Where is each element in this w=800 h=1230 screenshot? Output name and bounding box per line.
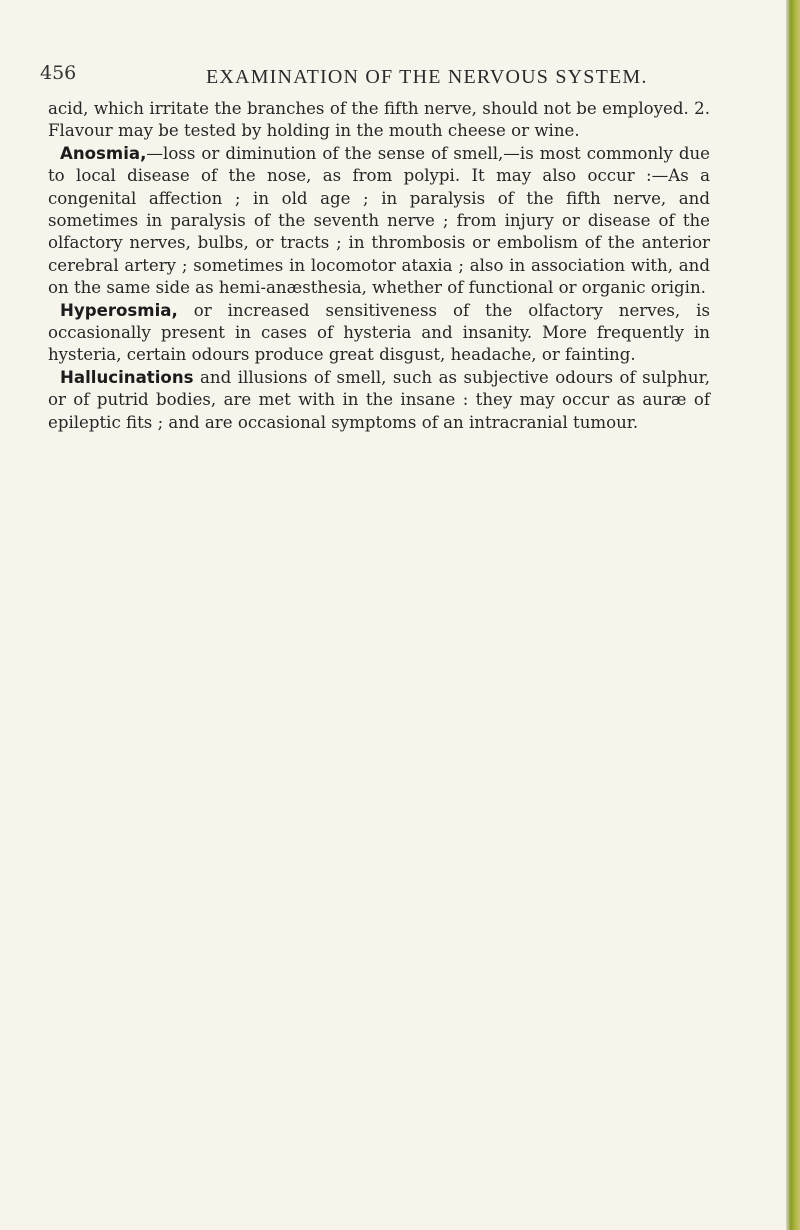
paragraph-hyperosmia [48, 300, 710, 367]
paragraph-hyperosmia-text: or increased sensitiveness of the olfactory nerves, is occasionally present in cases of hysteria and insanity. More frequently in hysteria, certain odours produce great disgust, headache, or fainting. [48, 300, 710, 365]
paragraph-anosmia-text: —loss or diminution of the sense of smell,—is most commonly due to local disease of the nose, as from polypi. It may also occur :—As a congenital affection ; in old age ; in paralysis of the fifth nerve, and sometimes in paralysis of the seventh nerve ; from injury or disease of the olfactory nerves, bulbs, or tracts ; in thrombosis or embolism of the anterior cerebral artery ; sometimes in locomotor ataxia ; also in association with, and on the same side as hemi-anæsthesia, whether of functional or organic origin. [48, 143, 710, 298]
term-anosmia: Anosmia, [60, 143, 147, 163]
term-hallucinations: Hallucinations [60, 367, 194, 387]
page-number: 456 [40, 62, 77, 84]
body-text [48, 98, 710, 434]
paragraph-flavour-text: acid, which irritate the branches of the fifth nerve, should not be employed. 2. Flavour may be tested by holding in the mouth cheese or wine. [48, 99, 710, 141]
page-edge-strip [786, 0, 800, 1230]
running-head [40, 62, 760, 92]
paragraph-hallucinations [48, 367, 710, 434]
paragraph-flavour [48, 98, 710, 143]
paragraph-hallucinations-text: and illusions of smell, such as subjective odours of sulphur, or of putrid bodies, are met with in the insane : they may occur as auræ of epileptic fits ; and are occasional symptoms of an intracranial tumour. [48, 367, 710, 432]
paragraph-anosmia [48, 143, 710, 300]
running-title: EXAMINATION OF THE NERVOUS SYSTEM. [206, 66, 648, 88]
term-hyperosmia: Hyperosmia, [60, 300, 178, 320]
